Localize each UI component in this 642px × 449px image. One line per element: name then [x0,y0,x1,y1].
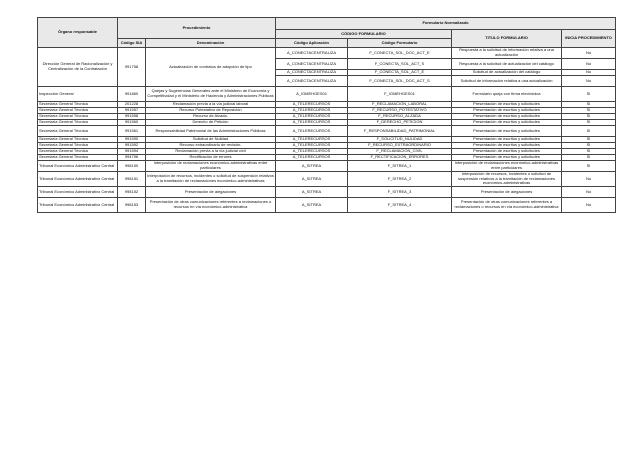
sia-cell: 991558 [118,114,146,120]
form-cell: F_CONECTA_SOL_DOC_ACT_S [348,76,452,87]
sia-cell: 991758 [118,48,146,87]
organo-cell: Secretaría General Técnica [38,114,118,120]
form-cell: F_RESPONSABILIDAD_PATRIMONIAL [348,126,452,137]
organo-cell: Tribunal Económico Administrativo Central [38,161,118,172]
form-cell: F_RECURSO_POTESTATIVO [348,108,452,114]
denominacion-cell: Presentación de otras comunicaciones referentes a reclamaciones o recursos en vía económico-administrativa [146,198,276,213]
app-cell: A_TELERECURSOS [276,102,348,108]
inicia-cell: SI [562,108,616,114]
inicia-cell: SI [562,161,616,172]
inicia-cell: SI [562,114,616,120]
procedimiento-header: Procedimiento [118,18,276,39]
sia-cell: 991557 [118,108,146,114]
table-row [38,48,616,59]
inicia-cell: No [562,187,616,198]
organo-cell: Tribunal Económico Administrativo Central [38,198,118,213]
form-cell: F_CONECTA_SOL_ACT_S [348,59,452,70]
table-row [38,155,616,161]
form-cell: F_SITREA_3 [348,187,452,198]
titulo-cell: Interposición de recursos, incidentes o solicitud de suspensión relativos a la tramitación de reclamaciones económico-administrativas [452,172,562,187]
denominacion-cell: Reclamación previa a la vía judicial laboral [146,102,276,108]
sia-cell: 991561 [118,126,146,137]
inicia-cell: No [562,76,616,87]
table-row [38,143,616,149]
app-cell: A_TELERECURSOS [276,143,348,149]
sia-cell: 998153 [118,198,146,213]
form-cell: F_RECLAMACION_CIVIL [348,149,452,155]
app-cell: A_CONECTACENTRALIZA [276,48,348,59]
organo-cell: Secretaría General Técnica [38,102,118,108]
procedures-table [37,17,616,213]
organo-cell: Dirección General de Racionalización y Centralización de la Contratación [38,48,118,87]
app-cell: A_SITREA [276,161,348,172]
table-row [38,161,616,172]
titulo-cell: Presentación de escritos y solicitudes [452,108,562,114]
sia-cell: 991860 [118,87,146,102]
denominacion-cell: Presentación de alegaciones [146,187,276,198]
table-row [38,102,616,108]
denominacion-cell: Reclamación previa a la vía judicial civil [146,149,276,155]
organo-cell: Tribunal Económico Administrativo Central [38,187,118,198]
denominacion-cell: Actualización de contratos de adopción de tipo [146,48,276,87]
table-row [38,87,616,102]
form-cell: F_RECTIFICACION_ERRORES [348,155,452,161]
form-cell: F_RECURSO_EXTRAORDINARIO [348,143,452,149]
sia-cell: 994796 [118,155,146,161]
denominacion-cell: Interposición de reclamaciones económico-administrativas entre particulares [146,161,276,172]
table-row [38,172,616,187]
titulo-cell: Presentación de escritos y solicitudes [452,137,562,143]
titulo-cell: Presentación de escritos y solicitudes [452,149,562,155]
form-cell: F_CONECTA_SOL_DOC_ACT_E [348,48,452,59]
inicia-cell: SI [562,120,616,126]
titulo-cell: Respuesta a la solicitud de información relativa a una actualización [452,48,562,59]
codigo-sia-header: Código SIA [118,39,146,48]
organo-cell: Secretaría General Técnica [38,155,118,161]
table-row [38,114,616,120]
app-cell: A_SITREA [276,172,348,187]
sia-cell: 991592 [118,143,146,149]
denominacion-cell: Interposición de recursos, incidentes o solicitud de suspensión relativos a la tramitación de reclamaciones económico-administrativas [146,172,276,187]
inicia-cell: SI [562,149,616,155]
inicia-cell: No [562,198,616,213]
denominacion-cell: Responsabilidad Patrimonial de las Administraciones Públicas [146,126,276,137]
table-row [38,198,616,213]
organo-cell: Inspección General [38,87,118,102]
titulo-cell: Respuesta a la solicitud de actualización del catálogo [452,59,562,70]
app-cell: A_CONECTACENTRALIZA [276,70,348,76]
codigo-formulario-header: Código Formulario [348,39,452,48]
sia-cell: 998151 [118,172,146,187]
app-cell: A_TELERECURSOS [276,149,348,155]
formulario-normalizado-header: Formulario Normalizado [276,18,616,30]
form-cell: F_SITREA_1 [348,161,452,172]
table-row [38,149,616,155]
titulo-cell: Solicitud de información relativa a una actualización [452,76,562,87]
form-cell: F_RECURSO_ALZADA [348,114,452,120]
table-row [38,120,616,126]
inicia-cell: SI [562,87,616,102]
app-cell: A_IGMEHGES01 [276,87,348,102]
organo-cell: Secretaría General Técnica [38,126,118,137]
titulo-cell: Presentación de escritos y solicitudes [452,155,562,161]
organo-cell: Secretaría General Técnica [38,108,118,114]
titulo-formulario-header: TITULO FORMULARIO [452,30,562,48]
titulo-cell: Interposición de reclamaciones económico-administrativas entre particulares [452,161,562,172]
organo-cell: Secretaría General Técnica [38,143,118,149]
app-cell: A_TELERECURSOS [276,137,348,143]
app-cell: A_TELERECURSOS [276,114,348,120]
denominacion-cell: Derecho de Petición [146,120,276,126]
inicia-cell: SI [562,126,616,137]
table-row [38,187,616,198]
denominacion-cell: Recurso Potestativo de Reposición [146,108,276,114]
app-cell: A_CONECTACENTRALIZA [276,76,348,87]
app-cell: A_CONECTACENTRALIZA [276,59,348,70]
denominacion-cell: Recurso de Alzada. [146,114,276,120]
sia-cell: 998150 [118,161,146,172]
denominacion-cell: Rectificación de errores [146,155,276,161]
codigo-formulario-group-header: CÓDIGO FORMULARIO [276,30,452,39]
sia-cell: 991594 [118,149,146,155]
organo-cell: Tribunal Económico Administrativo Central [38,172,118,187]
sia-cell: 201228 [118,102,146,108]
app-cell: A_TELERECURSOS [276,108,348,114]
table-row [38,137,616,143]
sia-cell: 991590 [118,137,146,143]
app-cell: A_SITREA [276,187,348,198]
app-cell: A_TELERECURSOS [276,126,348,137]
titulo-cell: Presentación de alegaciones [452,187,562,198]
form-cell: F_SITREA_2 [348,172,452,187]
table-row [38,126,616,137]
inicia-cell: SI [562,102,616,108]
inicia-cell: No [562,70,616,76]
inicia-cell: SI [562,137,616,143]
titulo-cell: Formulario queja con firma electrónica [452,87,562,102]
form-cell: F_DERECHO_PETICION [348,120,452,126]
titulo-cell: Presentación de escritos y solicitudes [452,102,562,108]
inicia-cell: No [562,48,616,59]
denominacion-cell: Recurso extraordinario de revisión. [146,143,276,149]
table-row [38,108,616,114]
form-cell: F_IGMEHGES01 [348,87,452,102]
inicia-procedimiento-header: INICIA PROCEDIMIENTO [562,30,616,48]
inicia-cell: No [562,59,616,70]
form-cell: F_RECLAMACION_LABORAL [348,102,452,108]
sia-cell: 998152 [118,187,146,198]
form-cell: F_SOLICITUD_NULIDAD [348,137,452,143]
inicia-cell: SI [562,143,616,149]
titulo-cell: Presentación de escritos y solicitudes [452,126,562,137]
organo-header: Órgano responsable [38,18,118,48]
inicia-cell: SI [562,155,616,161]
titulo-cell: Presentación de escritos y solicitudes [452,114,562,120]
app-cell: A_SITREA [276,198,348,213]
codigo-aplicacion-header: Código Aplicación [276,39,348,48]
denominacion-header: Denominación [146,39,276,48]
titulo-cell: Solicitud de actualización del catálogo [452,70,562,76]
titulo-cell: Presentación de escritos y solicitudes [452,120,562,126]
app-cell: A_TELERECURSOS [276,155,348,161]
organo-cell: Secretaría General Técnica [38,137,118,143]
form-cell: F_CONECTA_SOL_ACT_E [348,70,452,76]
titulo-cell: Presentación de escritos y solicitudes [452,143,562,149]
organo-cell: Secretaría General Técnica [38,120,118,126]
denominacion-cell: Quejas y Sugerencias Generales ante el Ministerio de Economía y Competitividad y el Ministerio de Hacienda y Administraciones Públicas [146,87,276,102]
denominacion-cell: Solicitud de Nulidad [146,137,276,143]
inicia-cell: No [562,172,616,187]
table-body [38,48,616,213]
sia-cell: 991560 [118,120,146,126]
app-cell: A_TELERECURSOS [276,120,348,126]
form-cell: F_SITREA_4 [348,198,452,213]
titulo-cell: Presentación de otras comunicaciones referentes a reclamaciones o recursos en vía económico-administrativa [452,198,562,213]
organo-cell: Secretaría General Técnica [38,149,118,155]
